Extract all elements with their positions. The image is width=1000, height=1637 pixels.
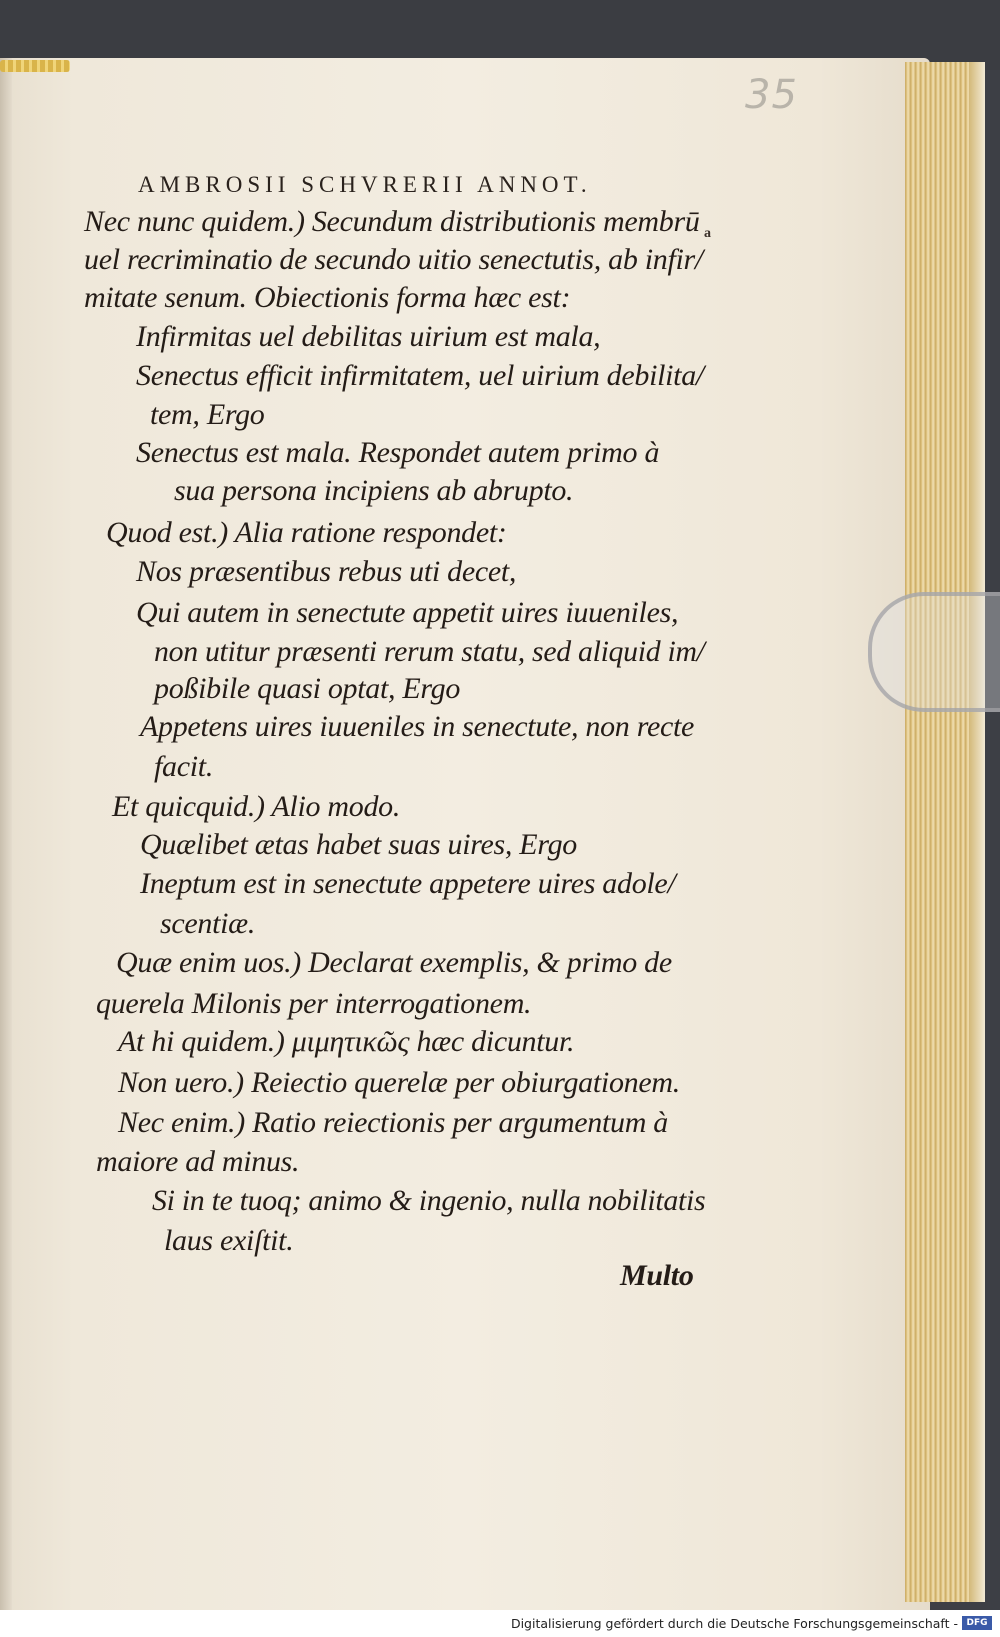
text-line: Nec nunc quidem.) Secundum distributionis membrū [84,205,700,238]
text-line: Non uero.) Reiectio querelæ per obiurgationem. [118,1066,680,1099]
text-line: Quod est.) Alia ratione respondet: [106,516,507,549]
text-line: scentiæ. [160,907,256,940]
text-line: At hi quidem.) μιμητικῶς hæc dicuntur. [118,1025,575,1058]
text-line: Senectus est mala. Respondet autem primo à [136,436,660,469]
text-line: uel recriminatio de secundo uitio senectutis, ab infir/ [84,243,703,276]
text-line: Appetens uires iuueniles in senectute, non recte [140,710,695,743]
text-line: poßibile quasi optat, Ergo [154,672,461,705]
text-line: mitate senum. Obiectionis forma hæc est: [84,281,571,314]
text-line: Infirmitas uel debilitas uirium est mala, [136,320,601,353]
text-line: Ineptum est in senectute appetere uires adole/ [140,867,676,900]
text-line: non utitur præsenti rerum statu, sed aliquid im/ [154,635,705,668]
text-line: Si in te tuoq; animo & ingenio, nulla nobilitatis [152,1184,706,1217]
text-line: Senectus efficit infirmitatem, uel uirium debilita/ [136,359,704,392]
page-clip [868,592,1000,712]
text-line: Quæ enim uos.) Declarat exemplis, & primo de [116,946,672,979]
text-line: Qui autem in senectute appetit uires iuueniles, [136,596,679,629]
footer-bar [0,1610,1000,1637]
page-gutter-shadow [0,58,12,1610]
text-line: facit. [154,750,214,783]
text-line: tem, Ergo [150,398,265,431]
footer-credit: Digitalisierung gefördert durch die Deutsche Forschungsgemeinschaft - [510,1616,958,1631]
text-line: Nec enim.) Ratio reiectionis per argumentum à [118,1106,668,1139]
text-line: maiore ad minus. [96,1145,300,1178]
text-line: sua persona incipiens ab abrupto. [174,474,574,507]
dfg-logo: DFG [962,1616,992,1630]
running-header: AMBROSII SCHVRERII ANNOT. [138,172,592,197]
text-line: Quælibet ætas habet suas uires, Ergo [140,828,577,861]
binding-thread [0,60,70,72]
gilt-page-edges [905,62,985,1602]
text-line: Nos præsentibus rebus uti decet, [136,555,517,588]
text-line: querela Milonis per interrogationem. [96,987,532,1020]
text-line: laus exiſtit. [164,1224,294,1257]
folio-number: 35 [745,72,798,118]
text-line: Et quicquid.) Alio modo. [112,790,401,823]
margin-mark: a [704,226,711,241]
catchword: Multo [620,1259,694,1292]
